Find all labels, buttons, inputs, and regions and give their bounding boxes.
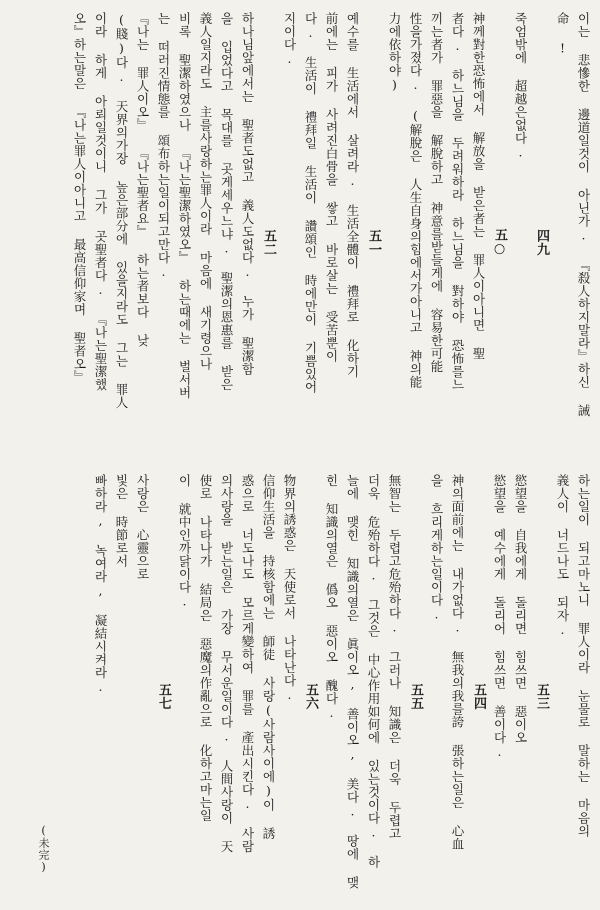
text-column: 는 떠러진情態를 頌布하는일이되고만다.: [156, 12, 171, 280]
text-column: 빛은 時節로서: [114, 474, 129, 568]
text-column: 力에依하야): [387, 12, 402, 93]
text-column: 끼는者가 罪惡을 解脫하고 神意를받들게에 容易한可能: [429, 12, 444, 373]
section-number: 五二: [261, 228, 276, 256]
text-column: 을 흐리게하는일이다.: [429, 474, 444, 622]
section-number: 五五: [408, 683, 423, 710]
column-spacer: [73, 474, 79, 899]
text-column: 지이다.: [282, 12, 297, 67]
text-column: 다. 生活이 禮拜일 生活이 讚頌인 時에만이 기쁨있어: [303, 12, 318, 394]
text-column: 惑으로 너도나도 모르게變하여 罪를 產出시킨다. 사람: [240, 474, 255, 853]
text-column: 『나는 罪人이오』 『나는聖者요』 하는者보다 낮: [135, 12, 150, 347]
to-be-continued-note: (未完): [37, 824, 50, 874]
upper-text-block: [8, 12, 592, 452]
section-number: 五四: [471, 683, 486, 710]
text-column: 하나님앞에서는 聖者도없고 義人도없다. 누가 聖潔함: [240, 12, 255, 376]
column-spacer: [55, 474, 61, 899]
text-column: 神의面前에는 내가없다. 無我의我를誇 張하는일은 心血: [450, 474, 465, 851]
section-number: 五○: [492, 227, 507, 257]
text-column: 사랑은 心靈으로: [135, 474, 150, 581]
text-column: 無智는 두렵고危殆하다. 그러나 知識은 더욱 두렵고: [387, 474, 402, 840]
text-column: 命 !: [555, 12, 570, 56]
text-column: 오』하는말은 『나는罪人이아니고 最高信仰家며 聖者오』: [72, 12, 87, 384]
section-number: 五七: [156, 683, 171, 710]
text-column: 하는일이 되고마노니 罪人이라 눈물로 말하는 마음의: [576, 474, 591, 838]
text-column: 前에는 피가 사려진白骨을 쌓고 바로살는 受苦뿐이: [324, 12, 339, 363]
text-column: 이는 悲慘한 邊道일것이 아닌가. 『殺人하지말라』하신 誡: [576, 12, 591, 417]
section-number: 五三: [534, 683, 549, 710]
text-column: 이 就中인까닭이다.: [177, 474, 192, 609]
text-column: 慾望을 예수에게 돌리어 힘쓰면 善이다.: [492, 474, 507, 760]
text-column: 죽엄밖에 超越은없다.: [513, 12, 528, 160]
text-column: 信仰生活을 持核함에는 師徒 사랑(사람사이에)이 誘: [261, 474, 276, 840]
text-column: 힌 知識의열은 僞오 惡이오 醜다.: [324, 474, 339, 721]
text-column: 빠하라, 녹여라, 凝結시켜라.: [93, 474, 108, 695]
section-number: 五一: [366, 228, 381, 256]
text-column: 예수를 生活에서 살려라. 生活全體이 禮拜로 化하기: [345, 12, 360, 378]
text-column: 使로 나타나가 結局은 惡魔의作亂으로 化하고마는일: [198, 474, 213, 822]
column-spacer: [82, 474, 88, 899]
text-column: 義人이 너드나도 되자.: [555, 474, 570, 638]
lower-text-block: [8, 474, 592, 899]
text-column: 을 입었다고 목대를 곳게세우느냐. 聖潔의恩惠를 받은: [219, 12, 234, 391]
text-column: 神께對한恐怖에서 解放을 받은者는 罪人이아니면 聖: [471, 12, 486, 360]
text-column: (賤)다. 天界의가장 높은部分에 있을지라도 그는 罪人: [114, 12, 129, 409]
column-spacer: [64, 474, 70, 899]
section-number: 五六: [303, 683, 318, 710]
text-column: 慾望을 自我에게 돌리면 힘쓰면 惡이오: [513, 474, 528, 744]
text-column: 이라 하게 아뢰일것이니 그가 곳聖者다. 『나는聖潔했: [93, 12, 108, 391]
text-column: 늘에 맺힌 知識의열은 眞이오, 善이오, 美다. 땅에 맺: [345, 474, 360, 889]
text-column: 義人일지라도 主를사랑하는罪人이라 마음에 새기령으나: [198, 12, 213, 371]
text-column: 더욱 危殆하다. 그것은 中心作用如何에 있는것이다. 하: [366, 474, 381, 869]
text-column: 의사랑을 받는일은 가장 무서운일이다. 人間사랑이 天: [219, 474, 234, 853]
text-column: 비록 聖潔하였으나 『나는聖潔하였오』 하는때에는 벌서버: [177, 12, 192, 399]
text-column: 者다. 하느님을 두려워하라 하느님을 對하야 恐怖를느: [450, 12, 465, 391]
text-column: 性을가졌다. (解脫은 人生自身의힘에서가아니고 神의能: [408, 12, 423, 389]
section-number: 四九: [534, 228, 549, 256]
text-column: 物界의誘惑은 天使로서 나타난다.: [282, 474, 297, 703]
